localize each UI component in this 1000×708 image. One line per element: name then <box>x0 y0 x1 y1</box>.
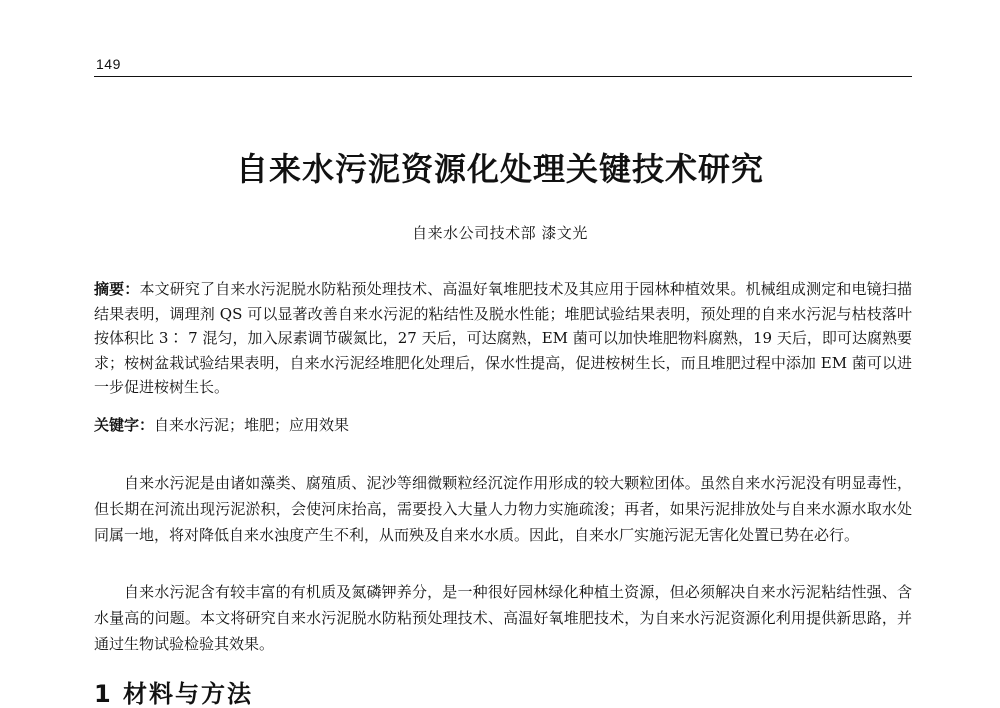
abstract <box>94 277 912 400</box>
page-number: 149 <box>96 56 121 72</box>
section-heading: 1 材料与方法 <box>94 680 254 708</box>
header-rule <box>94 76 912 77</box>
abstract-label: 摘要： <box>94 280 140 298</box>
abstract-text: 本文研究了自来水污泥脱水防粘预处理技术、高温好氧堆肥技术及其应用于园林种植效果。机械组成测定和电镜扫描结果表明，调理剂 QS 可以显著改善自来水污泥的粘结性及脱水性能；堆肥试验结果表明，预处理的自来水污泥与枯枝落叶按体积比 3∶ 7 混匀，加入尿素调节碳氮比，27 天后，可达腐熟，EM 菌可以加快堆肥物料腐熟，19 天后，即可达腐熟要求；桉树盆栽试验结果表明，自来水污泥经堆肥化处理后，保水性提高，促进桉树生长，而且堆肥过程中添加 EM 菌可以进一步促进桉树生长。 <box>94 280 912 396</box>
keywords <box>94 413 912 437</box>
article-title: 自来水污泥资源化处理关键技术研究 <box>235 150 764 188</box>
body-paragraph-2: 自来水污泥含有较丰富的有机质及氮磷钾养分，是一种很好园林绿化种植土资源，但必须解决自来水污泥粘结性强、含水量高的问题。本文将研究自来水污泥脱水防粘预处理技术、高温好氧堆肥技术，为自来水污泥资源化利用提供新思路，并通过生物试验检验其效果。 <box>94 583 912 653</box>
author-byline: 自来水公司技术部 漆文光 <box>412 224 588 242</box>
keywords-text: 自来水污泥；堆肥；应用效果 <box>154 416 350 434</box>
body-paragraph-1: 自来水污泥是由诸如藻类、腐殖质、泥沙等细微颗粒经沉淀作用形成的较大颗粒团体。虽然自来水污泥没有明显毒性，但长期在河流出现污泥淤积，会使河床抬高，需要投入大量人力物力实施疏浚；再者，如果污泥排放处与自来水源水取水处同属一地，将对降低自来水浊度产生不利，从而殃及自来水水质。因此，自来水厂实施污泥无害化处置已势在必行。 <box>94 474 912 544</box>
keywords-label: 关键字： <box>94 416 155 434</box>
